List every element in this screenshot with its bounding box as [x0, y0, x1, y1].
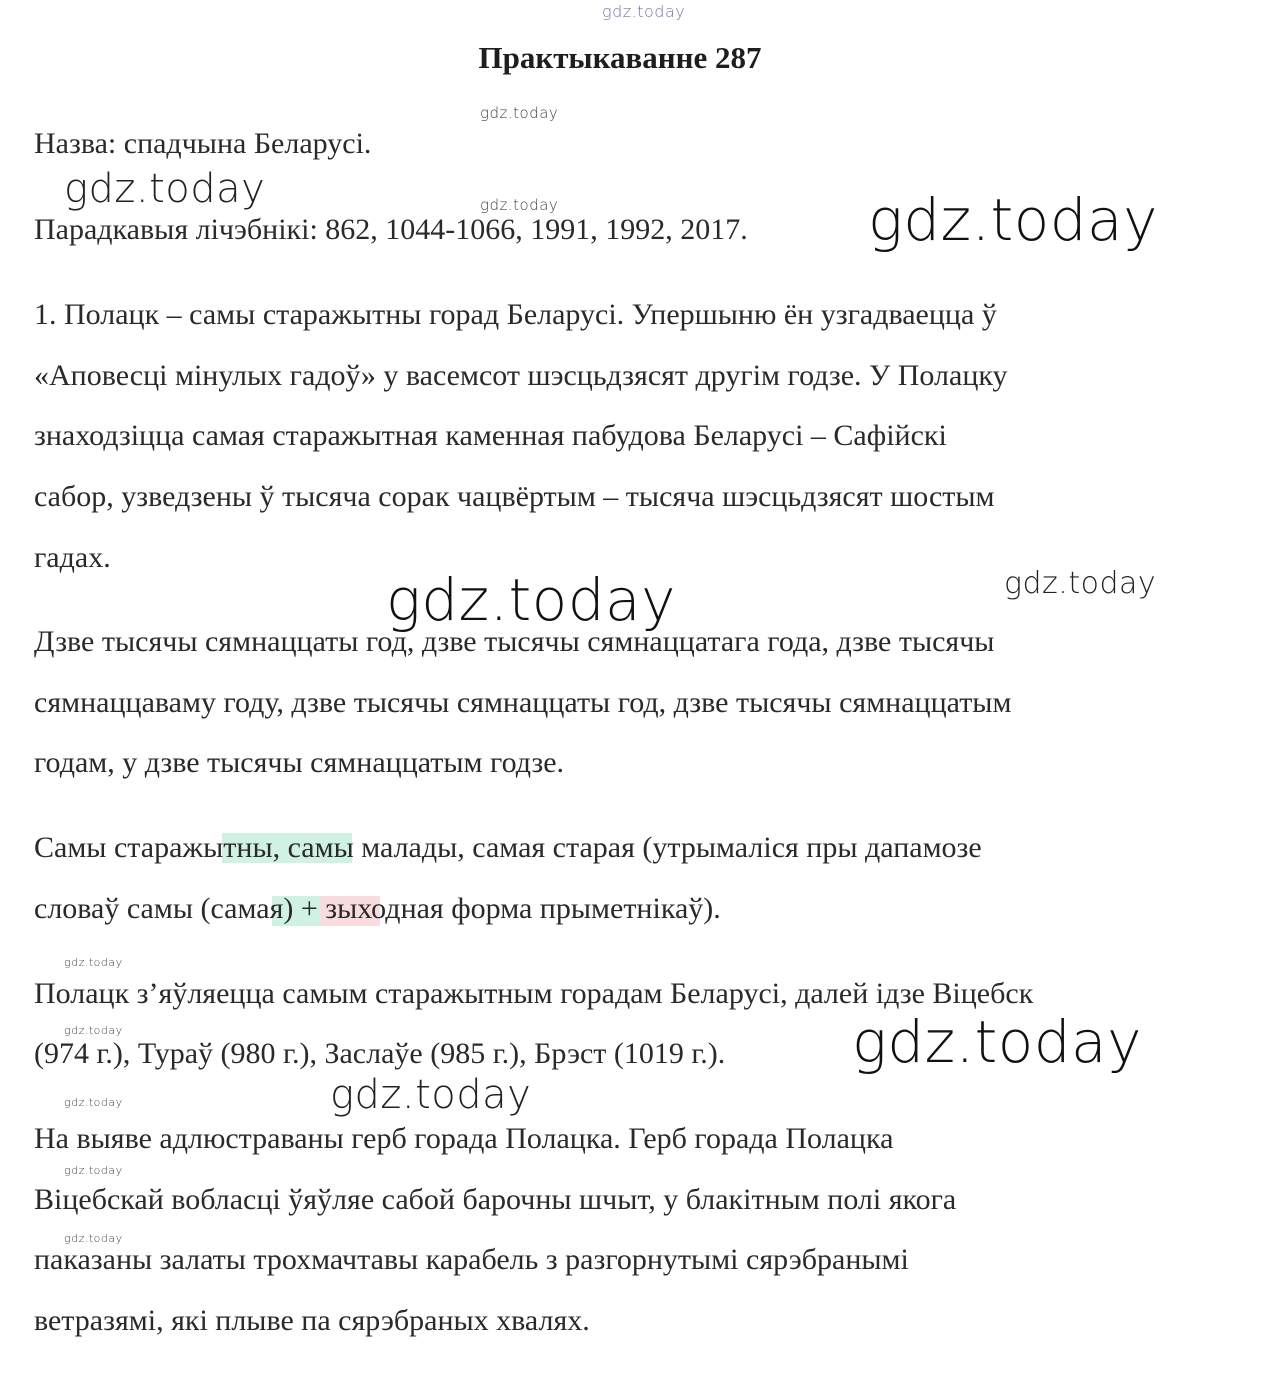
text-line: сямнаццаваму году, дзве тысячы сямнаццаты год, дзве тысячы сямнаццатым [34, 686, 1012, 719]
text-line: «Аповесці мінулых гадоў» у васемсот шэсцьдзясят другім годзе. У Полацку [34, 359, 1008, 392]
watermark: gdz.today [64, 1164, 123, 1177]
text-line: (974 г.), Тураў (980 г.), Заслаўе (985 г.), Брэст (1019 г.). [34, 1037, 726, 1070]
text-line: Самы старажытны, самы малады, самая старая (утрымаліся пры дапамозе [34, 831, 982, 864]
watermark: gdz.today [852, 1008, 1142, 1076]
watermark: gdz.today [64, 1232, 123, 1245]
watermark: gdz.today [602, 2, 686, 21]
text-line: словаў самы (самая) + зыходная форма прыметнікаў). [34, 892, 721, 925]
text-line: Дзве тысячы сямнаццаты год, дзве тысячы сямнаццатага года, дзве тысячы [34, 625, 995, 658]
text-line: Полацк з’яўляецца самым старажытным горадам Беларусі, далей ідзе Віцебск [34, 977, 1034, 1010]
text-line: Віцебскай вобласці ўяўляе сабой барочны шчыт, у блакітным полі якога [34, 1183, 957, 1216]
watermark: gdz.today [480, 104, 559, 122]
text-line: ветразямі, які плыве па сярэбраных хвалях. [34, 1304, 590, 1337]
text-line: гадах. [34, 541, 111, 574]
watermark: gdz.today [64, 956, 123, 969]
text-line: Назва: спадчына Беларусі. [34, 127, 372, 160]
watermark: gdz.today [64, 1096, 123, 1109]
text-line: знаходзіцца самая старажытная каменная пабудова Беларусі – Сафійскі [34, 419, 947, 452]
watermark: gdz.today [64, 1024, 123, 1037]
text-line: сабор, узведзены ў тысяча сорак чацвёртым – тысяча шэсцьдзясят шостым [34, 480, 995, 513]
text-line: На выяве адлюстраваны герб горада Полацка. Герб горада Полацка [34, 1122, 894, 1155]
watermark: gdz.today [330, 1072, 532, 1118]
watermark: gdz.today [480, 196, 559, 214]
watermark: gdz.today [868, 186, 1158, 254]
text-line: 1. Полацк – самы старажытны горад Беларусі. Упершыню ён узгадваецца ў [34, 298, 997, 331]
text-line: паказаны залаты трохмачтавы карабель з разгорнутымі сярэбранымі [34, 1243, 909, 1276]
watermark: gdz.today [64, 166, 266, 212]
text-line: годам, у дзве тысячы сямнаццатым годзе. [34, 746, 565, 779]
watermark: gdz.today [386, 566, 676, 634]
text-line: Парадкавыя лічэбнікі: 862, 1044-1066, 1991, 1992, 2017. [34, 213, 748, 246]
page-title: Практыкаванне 287 [478, 40, 762, 75]
watermark: gdz.today [1004, 566, 1157, 601]
